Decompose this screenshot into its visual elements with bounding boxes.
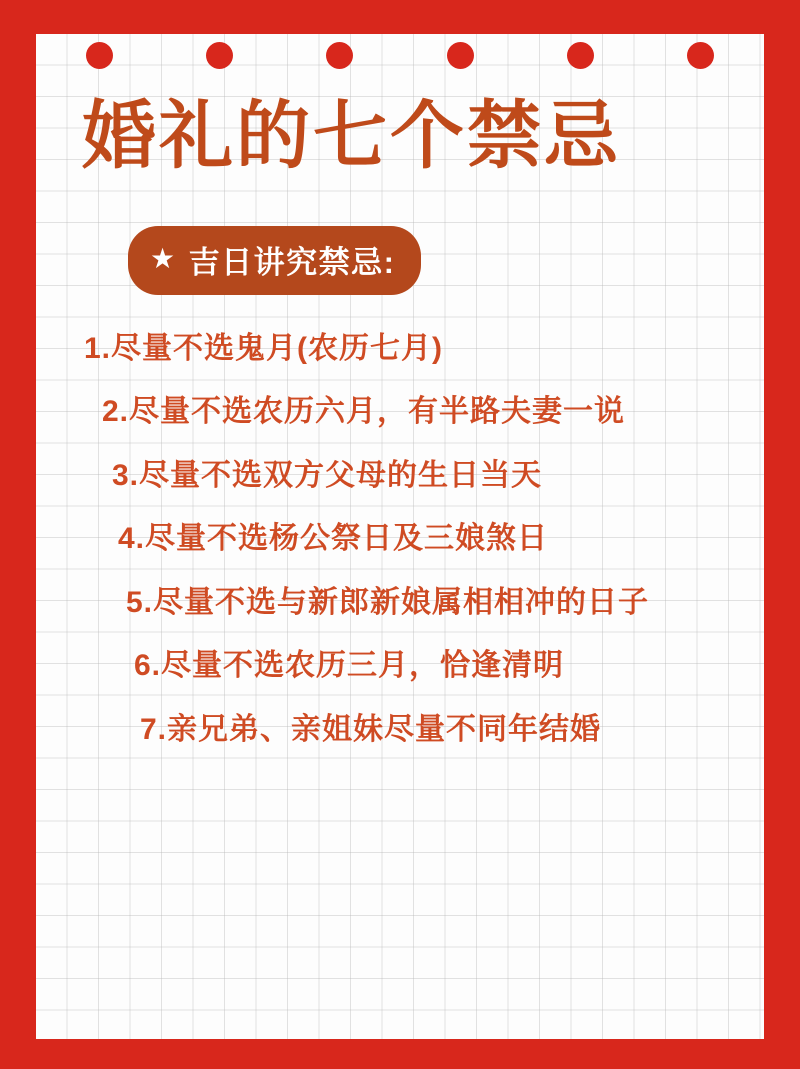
list-item: 2.尽量不选农历六月，有半路夫妻一说 — [102, 395, 626, 429]
section-badge-row — [128, 226, 724, 295]
list-item: 3.尽量不选双方父母的生日当天 — [112, 458, 543, 492]
punch-hole-icon — [687, 42, 714, 69]
section-badge — [128, 226, 421, 295]
star-icon: ★ — [150, 243, 177, 275]
list-item: 1.尽量不选鬼月(农历七月) — [84, 331, 443, 365]
punch-hole-icon — [447, 42, 474, 69]
taboo-list — [80, 329, 724, 751]
punch-hole-icon — [326, 42, 353, 69]
punch-hole-icon — [567, 42, 594, 69]
punch-hole-icon — [206, 42, 233, 69]
poster-content — [36, 34, 764, 750]
list-item: 6.尽量不选农历三月，恰逢清明 — [134, 649, 565, 683]
punch-hole-icon — [86, 42, 113, 69]
list-item: 4.尽量不选杨公祭日及三娘煞日 — [118, 522, 549, 556]
page-title: 婚礼的七个禁忌 — [82, 94, 621, 177]
grid-paper-card — [36, 34, 764, 1039]
list-item: 7.亲兄弟、亲姐妹尽量不同年结婚 — [140, 712, 602, 746]
punch-hole-row — [36, 42, 764, 82]
list-item: 5.尽量不选与新郎新娘属相相冲的日子 — [126, 585, 650, 619]
section-badge-label: 吉日讲究禁忌: — [188, 244, 396, 280]
